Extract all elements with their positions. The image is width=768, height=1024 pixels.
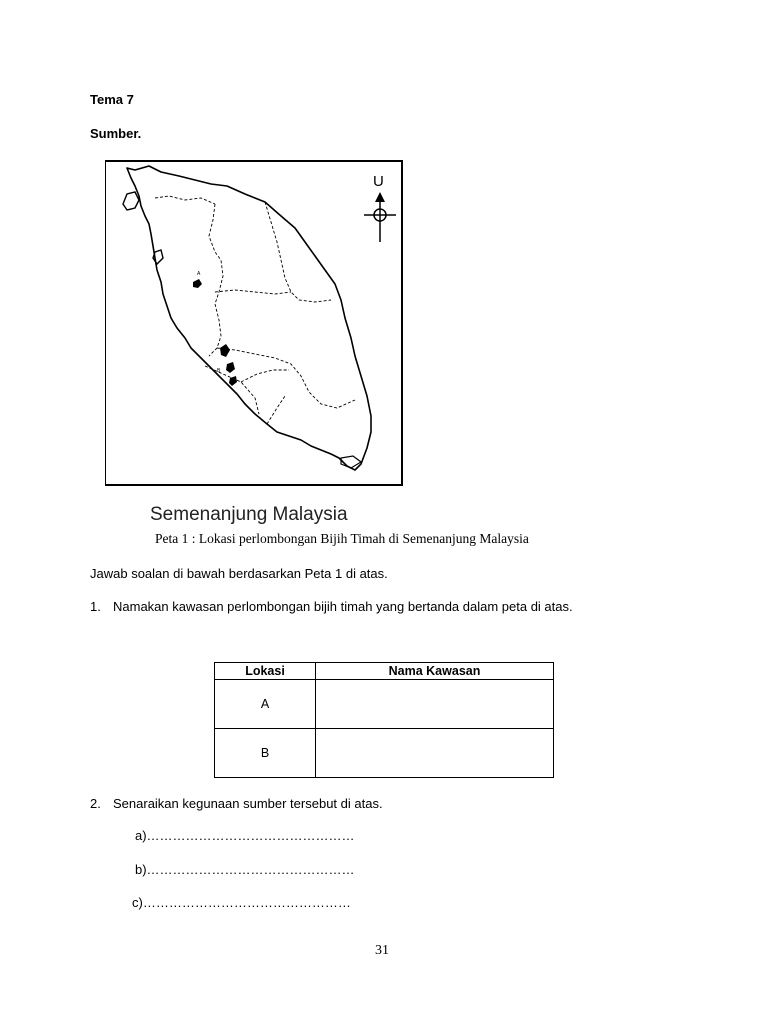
marker-label-b: B [217, 368, 221, 374]
island-langkawi [123, 192, 139, 210]
table-row [215, 680, 554, 729]
mining-area-b2 [226, 362, 235, 373]
peninsular-malaysia-map [105, 160, 403, 486]
instruction-text: Jawab soalan di bawah berdasarkan Peta 1 di atas. [90, 566, 388, 581]
page-number: 31 [375, 943, 389, 958]
theme-heading: Tema 7 [90, 92, 134, 107]
cell-nama-kawasan[interactable] [316, 680, 554, 729]
mining-area-a [193, 279, 202, 288]
marker-label-a: A [197, 271, 201, 277]
answer-line-c[interactable]: c)………………………………………… [132, 895, 351, 910]
peninsula-outline [127, 166, 371, 470]
table-row [215, 729, 554, 778]
mining-area-b1 [220, 344, 230, 357]
north-label: U [373, 173, 384, 190]
question-2-number: 2. [90, 796, 101, 811]
question-2-text: Senaraikan kegunaan sumber tersebut di atas. [113, 796, 383, 811]
question-1-text: Namakan kawasan perlombongan bijih timah yang bertanda dalam peta di atas. [113, 599, 573, 614]
answer-table [214, 662, 554, 778]
question-1 [90, 599, 573, 614]
answer-line-b[interactable]: b)………………………………………… [135, 862, 355, 877]
cell-nama-kawasan[interactable] [316, 729, 554, 778]
map-title: Semenanjung Malaysia [150, 504, 348, 525]
header-lokasi: Lokasi [215, 663, 316, 680]
header-nama-kawasan: Nama Kawasan [316, 663, 554, 680]
state-boundaries [155, 196, 355, 424]
cell-lokasi: B [215, 729, 316, 778]
answer-line-a[interactable]: a)………………………………………… [135, 828, 355, 843]
question-1-number: 1. [90, 599, 101, 614]
north-arrow-icon [364, 173, 396, 242]
topic-heading: Sumber. [90, 126, 142, 141]
cell-lokasi: A [215, 680, 316, 729]
table-header-row [215, 663, 554, 680]
map-caption: Peta 1 : Lokasi perlombongan Bijih Timah di Semenanjung Malaysia [155, 531, 529, 546]
question-2 [90, 796, 383, 811]
